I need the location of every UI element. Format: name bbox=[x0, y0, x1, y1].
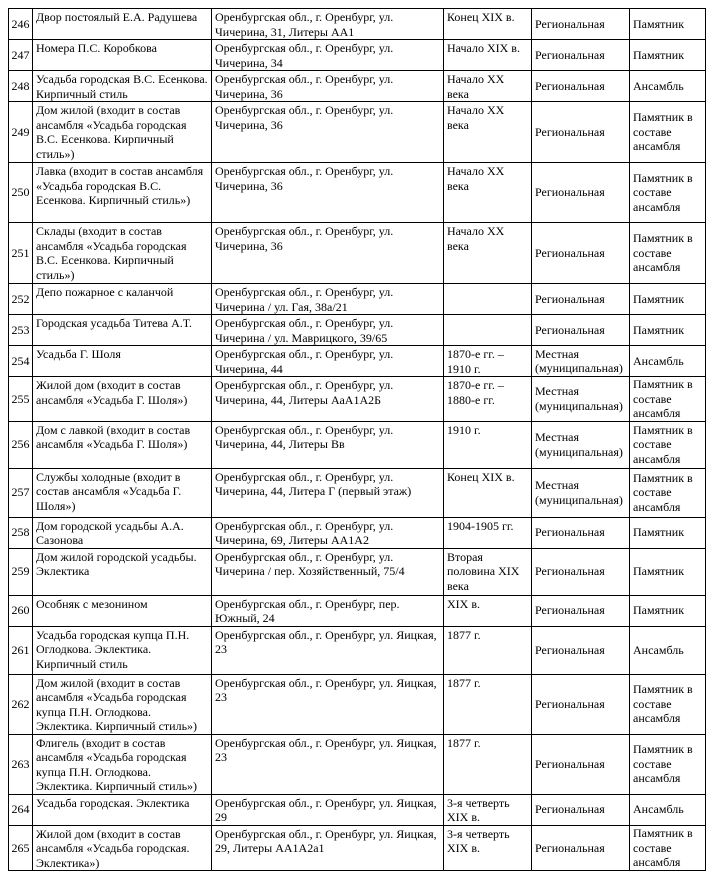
object-name-cell: Депо пожарное с каланчой bbox=[33, 284, 212, 315]
significance-level-cell: Местная (муниципальная) bbox=[532, 421, 630, 468]
date-cell: Конец XIX в. bbox=[444, 9, 532, 40]
object-name-cell: Номера П.С. Коробкова bbox=[33, 40, 212, 71]
object-type-cell: Памятник в составе ансамбля bbox=[630, 825, 706, 871]
row-number-cell: 254 bbox=[9, 346, 33, 377]
object-name-cell: Усадьба городская В.С. Есенкова. Кирпичный стиль bbox=[33, 71, 212, 102]
address-cell: Оренбургская обл., г. Оренбург, ул. Чичерина, 36 bbox=[212, 102, 444, 163]
significance-level-cell: Региональная bbox=[532, 595, 630, 626]
date-cell: Начало XIX в. bbox=[444, 40, 532, 71]
table-row bbox=[9, 346, 706, 377]
date-cell: 3-я четверть XIX в. bbox=[444, 794, 532, 825]
object-type-cell: Ансамбль bbox=[630, 71, 706, 102]
address-cell: Оренбургская обл., г. Оренбург, ул. Яицкая, 23 bbox=[212, 734, 444, 794]
significance-level-cell: Региональная bbox=[532, 71, 630, 102]
address-cell: Оренбургская обл., г. Оренбург, ул. Яицкая, 29, Литеры АА1А2а1 bbox=[212, 825, 444, 871]
heritage-objects-table bbox=[8, 8, 706, 871]
date-cell: 1910 г. bbox=[444, 421, 532, 468]
significance-level-cell: Региональная bbox=[532, 102, 630, 163]
date-cell: Начало XX века bbox=[444, 223, 532, 284]
date-cell: 1877 г. bbox=[444, 626, 532, 674]
row-number-cell: 246 bbox=[9, 9, 33, 40]
object-type-cell: Памятник bbox=[630, 315, 706, 346]
date-cell: XIX в. bbox=[444, 595, 532, 626]
object-name-cell: Службы холодные (входит в состав ансамбля «Усадьба Г. Шоля») bbox=[33, 468, 212, 517]
row-number-cell: 255 bbox=[9, 377, 33, 422]
table-row bbox=[9, 734, 706, 794]
object-name-cell: Усадьба городская. Эклектика bbox=[33, 794, 212, 825]
object-name-cell: Лавка (входит в состав ансамбля «Усадьба городская В.С. Есенкова. Кирпичный стиль») bbox=[33, 163, 212, 223]
object-name-cell: Склады (входит в состав ансамбля «Усадьба городская В.С. Есенкова. Кирпичный стиль») bbox=[33, 223, 212, 284]
date-cell: Начало XX века bbox=[444, 102, 532, 163]
table-row bbox=[9, 595, 706, 626]
address-cell: Оренбургская обл., г. Оренбург, ул. Чичерина, 36 bbox=[212, 163, 444, 223]
date-cell bbox=[444, 315, 532, 346]
address-cell: Оренбургская обл., г. Оренбург, ул. Чичерина, 44 bbox=[212, 346, 444, 377]
object-type-cell: Памятник в составе ансамбля bbox=[630, 421, 706, 468]
table-row bbox=[9, 421, 706, 468]
object-type-cell: Памятник в составе ансамбля bbox=[630, 102, 706, 163]
date-cell: 1877 г. bbox=[444, 674, 532, 734]
object-name-cell: Дом жилой (входит в состав ансамбля «Усадьба городская купца П.Н. Оглодкова. Эклектика. Кирпичный стиль») bbox=[33, 674, 212, 734]
table-row bbox=[9, 102, 706, 163]
object-name-cell: Жилой дом (входит в состав ансамбля «Усадьба городская. Эклектика») bbox=[33, 825, 212, 871]
address-cell: Оренбургская обл., г. Оренбург, ул. Чичерина, 44, Литеры Вв bbox=[212, 421, 444, 468]
object-type-cell: Памятник bbox=[630, 595, 706, 626]
address-cell: Оренбургская обл., г. Оренбург, ул. Яицкая, 23 bbox=[212, 674, 444, 734]
date-cell: 1870-е гг. – 1910 г. bbox=[444, 346, 532, 377]
object-type-cell: Памятник в составе ансамбля bbox=[630, 377, 706, 422]
row-number-cell: 257 bbox=[9, 468, 33, 517]
object-name-cell: Дом жилой городской усадьбы. Эклектика bbox=[33, 548, 212, 595]
object-type-cell: Ансамбль bbox=[630, 626, 706, 674]
row-number-cell: 262 bbox=[9, 674, 33, 734]
object-name-cell: Дом с лавкой (входит в состав ансамбля «Усадьба Г. Шоля») bbox=[33, 421, 212, 468]
table-row bbox=[9, 626, 706, 674]
significance-level-cell: Региональная bbox=[532, 9, 630, 40]
significance-level-cell: Региональная bbox=[532, 734, 630, 794]
row-number-cell: 259 bbox=[9, 548, 33, 595]
significance-level-cell: Региональная bbox=[532, 517, 630, 548]
table-row bbox=[9, 163, 706, 223]
row-number-cell: 248 bbox=[9, 71, 33, 102]
table-row bbox=[9, 794, 706, 825]
significance-level-cell: Региональная bbox=[532, 674, 630, 734]
address-cell: Оренбургская обл., г. Оренбург, ул. Чичерина, 36 bbox=[212, 71, 444, 102]
address-cell: Оренбургская обл., г. Оренбург, ул. Яицкая, 29 bbox=[212, 794, 444, 825]
table-row bbox=[9, 40, 706, 71]
object-name-cell: Жилой дом (входит в состав ансамбля «Усадьба Г. Шоля») bbox=[33, 377, 212, 422]
object-type-cell: Памятник bbox=[630, 517, 706, 548]
address-cell: Оренбургская обл., г. Оренбург, ул. Яицкая, 23 bbox=[212, 626, 444, 674]
table-row bbox=[9, 517, 706, 548]
object-name-cell: Дом жилой (входит в состав ансамбля «Усадьба городская В.С. Есенкова. Кирпичный стиль») bbox=[33, 102, 212, 163]
row-number-cell: 258 bbox=[9, 517, 33, 548]
significance-level-cell: Региональная bbox=[532, 223, 630, 284]
object-type-cell: Ансамбль bbox=[630, 794, 706, 825]
row-number-cell: 260 bbox=[9, 595, 33, 626]
date-cell: 1877 г. bbox=[444, 734, 532, 794]
address-cell: Оренбургская обл., г. Оренбург, ул. Чичерина / пер. Хозяйственный, 75/4 bbox=[212, 548, 444, 595]
significance-level-cell: Региональная bbox=[532, 548, 630, 595]
date-cell: 1870-е гг. – 1880-е гг. bbox=[444, 377, 532, 422]
object-name-cell: Усадьба городская купца П.Н. Оглодкова. Эклектика. Кирпичный стиль bbox=[33, 626, 212, 674]
object-type-cell: Памятник в составе ансамбля bbox=[630, 223, 706, 284]
table-row bbox=[9, 223, 706, 284]
object-name-cell: Усадьба Г. Шоля bbox=[33, 346, 212, 377]
object-type-cell: Ансамбль bbox=[630, 346, 706, 377]
significance-level-cell: Местная (муниципальная) bbox=[532, 377, 630, 422]
table-row bbox=[9, 825, 706, 871]
significance-level-cell: Региональная bbox=[532, 825, 630, 871]
object-type-cell: Памятник bbox=[630, 284, 706, 315]
row-number-cell: 249 bbox=[9, 102, 33, 163]
table-row bbox=[9, 548, 706, 595]
significance-level-cell: Региональная bbox=[532, 626, 630, 674]
object-type-cell: Памятник в составе ансамбля bbox=[630, 734, 706, 794]
row-number-cell: 261 bbox=[9, 626, 33, 674]
significance-level-cell: Региональная bbox=[532, 163, 630, 223]
address-cell: Оренбургская обл., г. Оренбург, ул. Чичерина, 31, Литеры АА1 bbox=[212, 9, 444, 40]
object-name-cell: Дом городской усадьбы А.А. Сазонова bbox=[33, 517, 212, 548]
row-number-cell: 247 bbox=[9, 40, 33, 71]
row-number-cell: 264 bbox=[9, 794, 33, 825]
address-cell: Оренбургская обл., г. Оренбург, ул. Чичерина, 44, Литеры АаА1А2Б bbox=[212, 377, 444, 422]
address-cell: Оренбургская обл., г. Оренбург, ул. Чичерина, 36 bbox=[212, 223, 444, 284]
address-cell: Оренбургская обл., г. Оренбург, пер. Южный, 24 bbox=[212, 595, 444, 626]
table-row bbox=[9, 377, 706, 422]
address-cell: Оренбургская обл., г. Оренбург, ул. Чичерина, 44, Литера Г (первый этаж) bbox=[212, 468, 444, 517]
date-cell: Вторая половина XIX века bbox=[444, 548, 532, 595]
object-name-cell: Флигель (входит в состав ансамбля «Усадьба городская купца П.Н. Оглодкова. Эклектика. Кирпичный стиль») bbox=[33, 734, 212, 794]
significance-level-cell: Региональная bbox=[532, 315, 630, 346]
row-number-cell: 252 bbox=[9, 284, 33, 315]
significance-level-cell: Местная (муниципальная) bbox=[532, 346, 630, 377]
object-type-cell: Памятник в составе ансамбля bbox=[630, 163, 706, 223]
significance-level-cell: Региональная bbox=[532, 40, 630, 71]
date-cell: 1904-1905 гг. bbox=[444, 517, 532, 548]
address-cell: Оренбургская обл., г. Оренбург, ул. Чичерина / ул. Маврицкого, 39/65 bbox=[212, 315, 444, 346]
row-number-cell: 256 bbox=[9, 421, 33, 468]
date-cell: 3-я четверть XIX в. bbox=[444, 825, 532, 871]
table-body bbox=[9, 9, 706, 871]
address-cell: Оренбургская обл., г. Оренбург, ул. Чичерина, 69, Литеры АА1А2 bbox=[212, 517, 444, 548]
significance-level-cell: Региональная bbox=[532, 794, 630, 825]
row-number-cell: 251 bbox=[9, 223, 33, 284]
significance-level-cell: Местная (муниципальная) bbox=[532, 468, 630, 517]
significance-level-cell: Региональная bbox=[532, 284, 630, 315]
table-row bbox=[9, 674, 706, 734]
address-cell: Оренбургская обл., г. Оренбург, ул. Чичерина, 34 bbox=[212, 40, 444, 71]
object-type-cell: Памятник bbox=[630, 548, 706, 595]
address-cell: Оренбургская обл., г. Оренбург, ул. Чичерина / ул. Гая, 38а/21 bbox=[212, 284, 444, 315]
object-name-cell: Особняк с мезонином bbox=[33, 595, 212, 626]
object-type-cell: Памятник bbox=[630, 9, 706, 40]
date-cell bbox=[444, 284, 532, 315]
object-name-cell: Городская усадьба Титева А.Т. bbox=[33, 315, 212, 346]
date-cell: Начало XX века bbox=[444, 163, 532, 223]
table-row bbox=[9, 284, 706, 315]
date-cell: Начало XX века bbox=[444, 71, 532, 102]
object-type-cell: Памятник в составе ансамбля bbox=[630, 674, 706, 734]
table-row bbox=[9, 468, 706, 517]
table-row bbox=[9, 71, 706, 102]
row-number-cell: 250 bbox=[9, 163, 33, 223]
row-number-cell: 253 bbox=[9, 315, 33, 346]
row-number-cell: 263 bbox=[9, 734, 33, 794]
object-type-cell: Памятник в составе ансамбля bbox=[630, 468, 706, 517]
table-row bbox=[9, 9, 706, 40]
date-cell: Конец XIX в. bbox=[444, 468, 532, 517]
object-type-cell: Памятник bbox=[630, 40, 706, 71]
table-row bbox=[9, 315, 706, 346]
object-name-cell: Двор постоялый Е.А. Радушева bbox=[33, 9, 212, 40]
row-number-cell: 265 bbox=[9, 825, 33, 871]
